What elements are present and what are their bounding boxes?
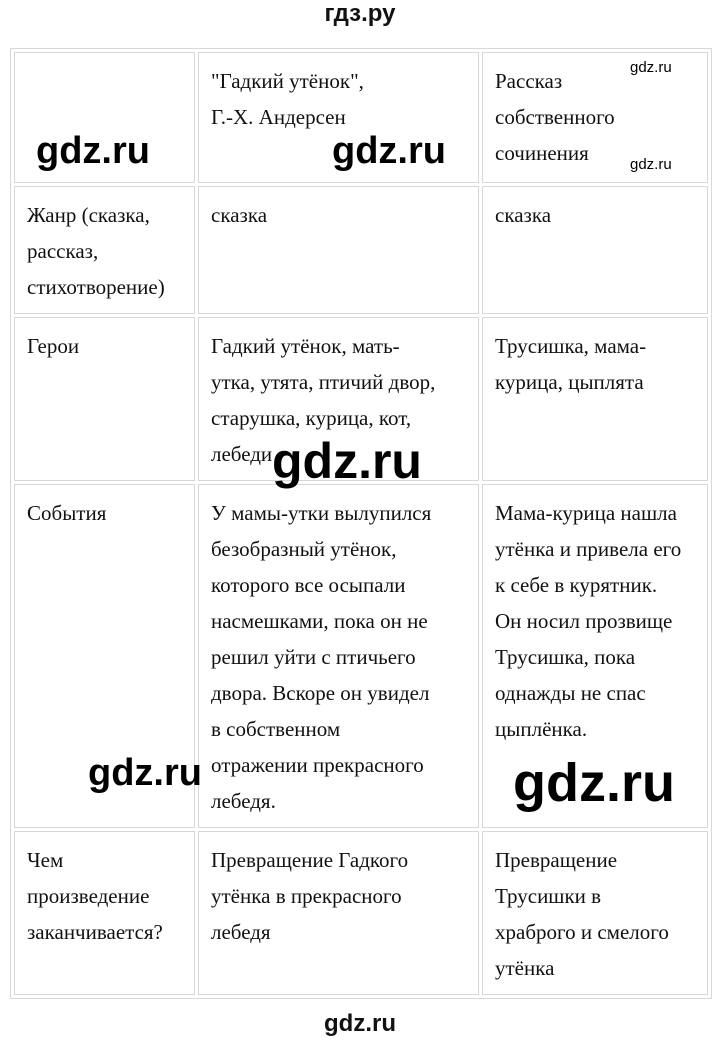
table-cell: Превращение Гадкого утёнка в прекрасного лебедя (198, 831, 479, 995)
table-row (14, 831, 708, 995)
watermark: gdz.ru (630, 59, 672, 76)
watermark: gdz.ru (272, 433, 422, 489)
table-row (14, 186, 708, 314)
table-cell: Превращение Трусишки в храброго и смелого утёнка (482, 831, 708, 995)
table-cell: У мамы-утки вылупился безобразный утёнок, которого все осыпали насмешками, пока он не решил уйти с птичьего двора. Вскоре он увидел в собственном отражении прекрасного лебедя. (198, 484, 479, 828)
table-cell: Чем произведение заканчивается? (14, 831, 195, 995)
table-cell: Рассказ собственного сочинения (482, 52, 708, 183)
table-cell: Жанр (сказка, рассказ, стихотворение) (14, 186, 195, 314)
table-cell: Трусишка, мама- курица, цыплята (482, 317, 708, 481)
table-cell: "Гадкий утёнок", Г.-Х. Андерсен (198, 52, 479, 183)
watermark: gdz.ru (332, 130, 446, 172)
page-header: гдз.ру (324, 0, 396, 27)
table-cell: Герои (14, 317, 195, 481)
table-cell: События (14, 484, 195, 828)
watermark: gdz.ru (513, 753, 675, 813)
watermark: gdz.ru (88, 752, 202, 794)
table-cell: Гадкий утёнок, мать- утка, утята, птичий двор, старушка, курица, кот, лебеди (198, 317, 479, 481)
watermark: gdz.ru (36, 130, 150, 172)
table-cell: сказка (482, 186, 708, 314)
comparison-table (10, 48, 712, 999)
page-footer: gdz.ru (324, 1010, 396, 1037)
table-cell: Мама-курица нашла утёнка и привела его к себе в курятник. Он носил прозвище Трусишка, пока однажды не спас цыплёнка. (482, 484, 708, 828)
watermark: gdz.ru (630, 156, 672, 173)
table-cell: сказка (198, 186, 479, 314)
